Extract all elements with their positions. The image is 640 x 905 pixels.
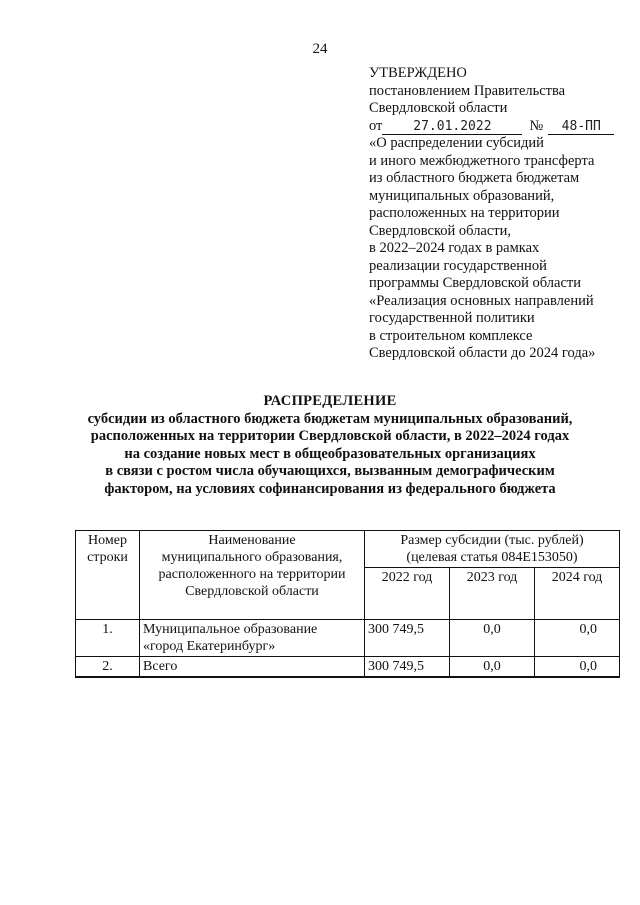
resolution-title-line: «О распределении субсидий [369, 135, 544, 151]
value-2022: 300 749,5 [365, 657, 450, 678]
document-title-line: субсидии из областного бюджета бюджетам муниципальных образований, [87, 410, 573, 427]
approval-line: постановлением Правительства [369, 82, 566, 99]
table-row-total [76, 657, 620, 678]
name-line: Всего [143, 659, 178, 674]
value-2024: 0,0 [535, 657, 620, 678]
document-title-line: на создание новых мест в общеобразовательных организациях [124, 445, 536, 462]
header-text: муниципального образования, [161, 550, 343, 565]
header-text: (целевая статья 084E153050) [406, 550, 578, 565]
table-row [76, 620, 620, 657]
number-label: № [529, 117, 544, 134]
approval-line: Свердловской области [369, 100, 508, 116]
approval-stamp [369, 65, 634, 363]
header-text: Свердловской области [185, 584, 319, 599]
row-number: 1. [76, 620, 140, 657]
approval-heading: УТВЕРЖДЕНО [369, 65, 467, 81]
value-2022: 300 749,5 [365, 620, 450, 657]
name-line: «город Екатеринбург» [143, 639, 276, 654]
document-title-line: в связи с ростом числа обучающихся, вызванным демографическим [105, 463, 555, 479]
header-year-2023: 2023 год [450, 568, 535, 620]
resolution-title-line: реализации государственной [369, 257, 547, 274]
approval-date: 27.01.2022 [382, 119, 522, 135]
resolution-title-line: расположенных на территории [369, 205, 560, 221]
row-number: 2. [76, 657, 140, 678]
resolution-title-line: Свердловской области до 2024 года» [369, 345, 596, 361]
header-subsidy-amount [365, 531, 620, 568]
table-header-row [76, 531, 620, 568]
document-title-line: фактором, на условиях софинансирования из федерального бюджета [104, 480, 556, 497]
approval-date-line [369, 118, 634, 136]
header-text: строки [87, 550, 128, 565]
header-text: Номер [88, 533, 127, 548]
name-line: Муниципальное образование [143, 622, 318, 637]
document-title-line: расположенных на территории Свердловской области, в 2022–2024 годах [90, 428, 570, 444]
document-title [30, 393, 630, 498]
resolution-title-line: и иного межбюджетного трансферта [369, 152, 595, 169]
page-number: 24 [312, 41, 328, 57]
header-text: расположенного на территории [158, 567, 346, 582]
approval-number: 48-ПП [548, 119, 614, 135]
header-text: Размер субсидии (тыс. рублей) [400, 533, 584, 548]
header-year-2022: 2022 год [365, 568, 450, 620]
header-text: Наименование [208, 533, 296, 548]
resolution-title-line: «Реализация основных направлений [369, 292, 594, 309]
value-2024: 0,0 [535, 620, 620, 657]
resolution-title-line: муниципальных образований, [369, 187, 555, 204]
from-label: от [369, 117, 383, 134]
resolution-title-line: программы Свердловской области [369, 275, 582, 291]
resolution-title-line: в 2022–2024 годах в рамках [369, 240, 540, 256]
header-municipality [140, 531, 365, 620]
value-2023: 0,0 [450, 620, 535, 657]
municipality-name [140, 657, 365, 678]
value-2023: 0,0 [450, 657, 535, 678]
resolution-title-line: в строительном комплексе [369, 327, 533, 344]
header-row-number [76, 531, 140, 620]
resolution-title-line: из областного бюджета бюджетам [369, 170, 580, 186]
resolution-title-line: Свердловской области, [369, 222, 512, 239]
header-year-2024: 2024 год [535, 568, 620, 620]
document-heading: РАСПРЕДЕЛЕНИЕ [263, 393, 397, 409]
subsidy-table [75, 530, 620, 678]
resolution-title-line: государственной политики [369, 310, 535, 326]
municipality-name [140, 620, 365, 657]
